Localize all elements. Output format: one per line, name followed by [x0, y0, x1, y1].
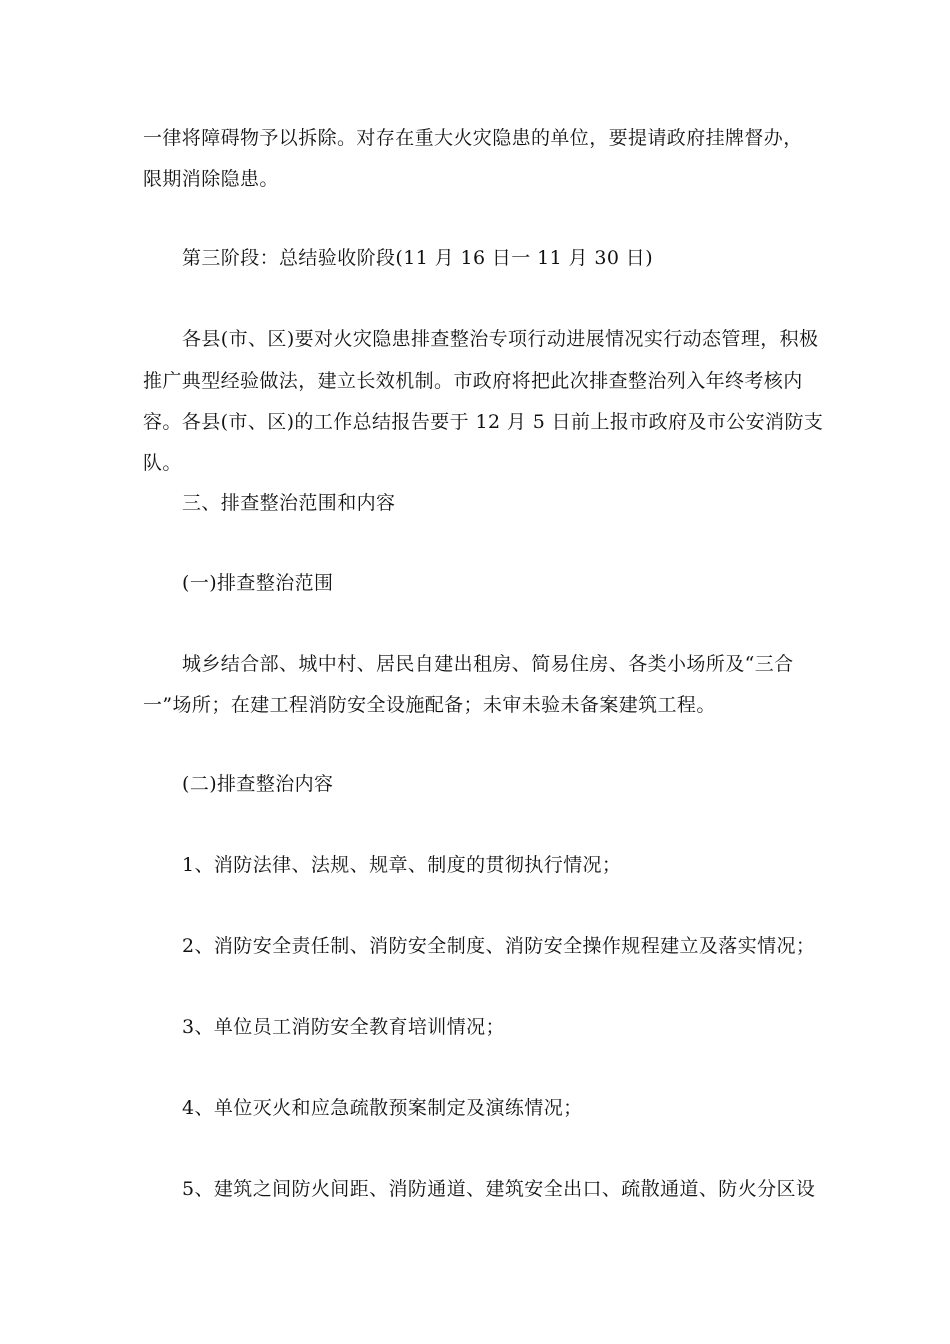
paragraph-line: 一律将障碍物予以拆除。对存在重大火灾隐患的单位，要提请政府挂牌督办，	[143, 127, 803, 149]
list-item: 3、单位员工消防安全教育培训情况；	[182, 1016, 505, 1038]
section-heading-stage-three: 第三阶段：总结验收阶段(11 月 16 日一 11 月 30 日)	[182, 247, 654, 269]
section-heading-scope-content: 三、排查整治范围和内容	[182, 492, 396, 514]
paragraph-line: 队。	[143, 452, 182, 474]
subheading-scope: (一)排查整治范围	[182, 572, 334, 594]
list-item: 2、消防安全责任制、消防安全制度、消防安全操作规程建立及落实情况；	[182, 935, 816, 957]
paragraph-line: 一”场所；在建工程消防安全设施配备；未审未验未备案建筑工程。	[143, 694, 716, 716]
paragraph-line: 城乡结合部、城中村、居民自建出租房、简易住房、各类小场所及“三合	[182, 653, 794, 675]
subheading-content: (二)排查整治内容	[182, 773, 334, 795]
list-item: 5、建筑之间防火间距、消防通道、建筑安全出口、疏散通道、防火分区设	[182, 1178, 816, 1200]
paragraph-line: 各县(市、区)要对火灾隐患排查整治专项行动进展情况实行动态管理，积极	[182, 328, 819, 350]
paragraph-line: 推广典型经验做法，建立长效机制。市政府将把此次排查整治列入年终考核内	[143, 370, 803, 392]
paragraph-line: 限期消除隐患。	[143, 168, 279, 190]
list-item: 4、单位灭火和应急疏散预案制定及演练情况；	[182, 1097, 583, 1119]
paragraph-line: 容。各县(市、区)的工作总结报告要于 12 月 5 日前上报市政府及市公安消防支	[143, 411, 824, 433]
list-item: 1、消防法律、法规、规章、制度的贯彻执行情况；	[182, 854, 622, 876]
